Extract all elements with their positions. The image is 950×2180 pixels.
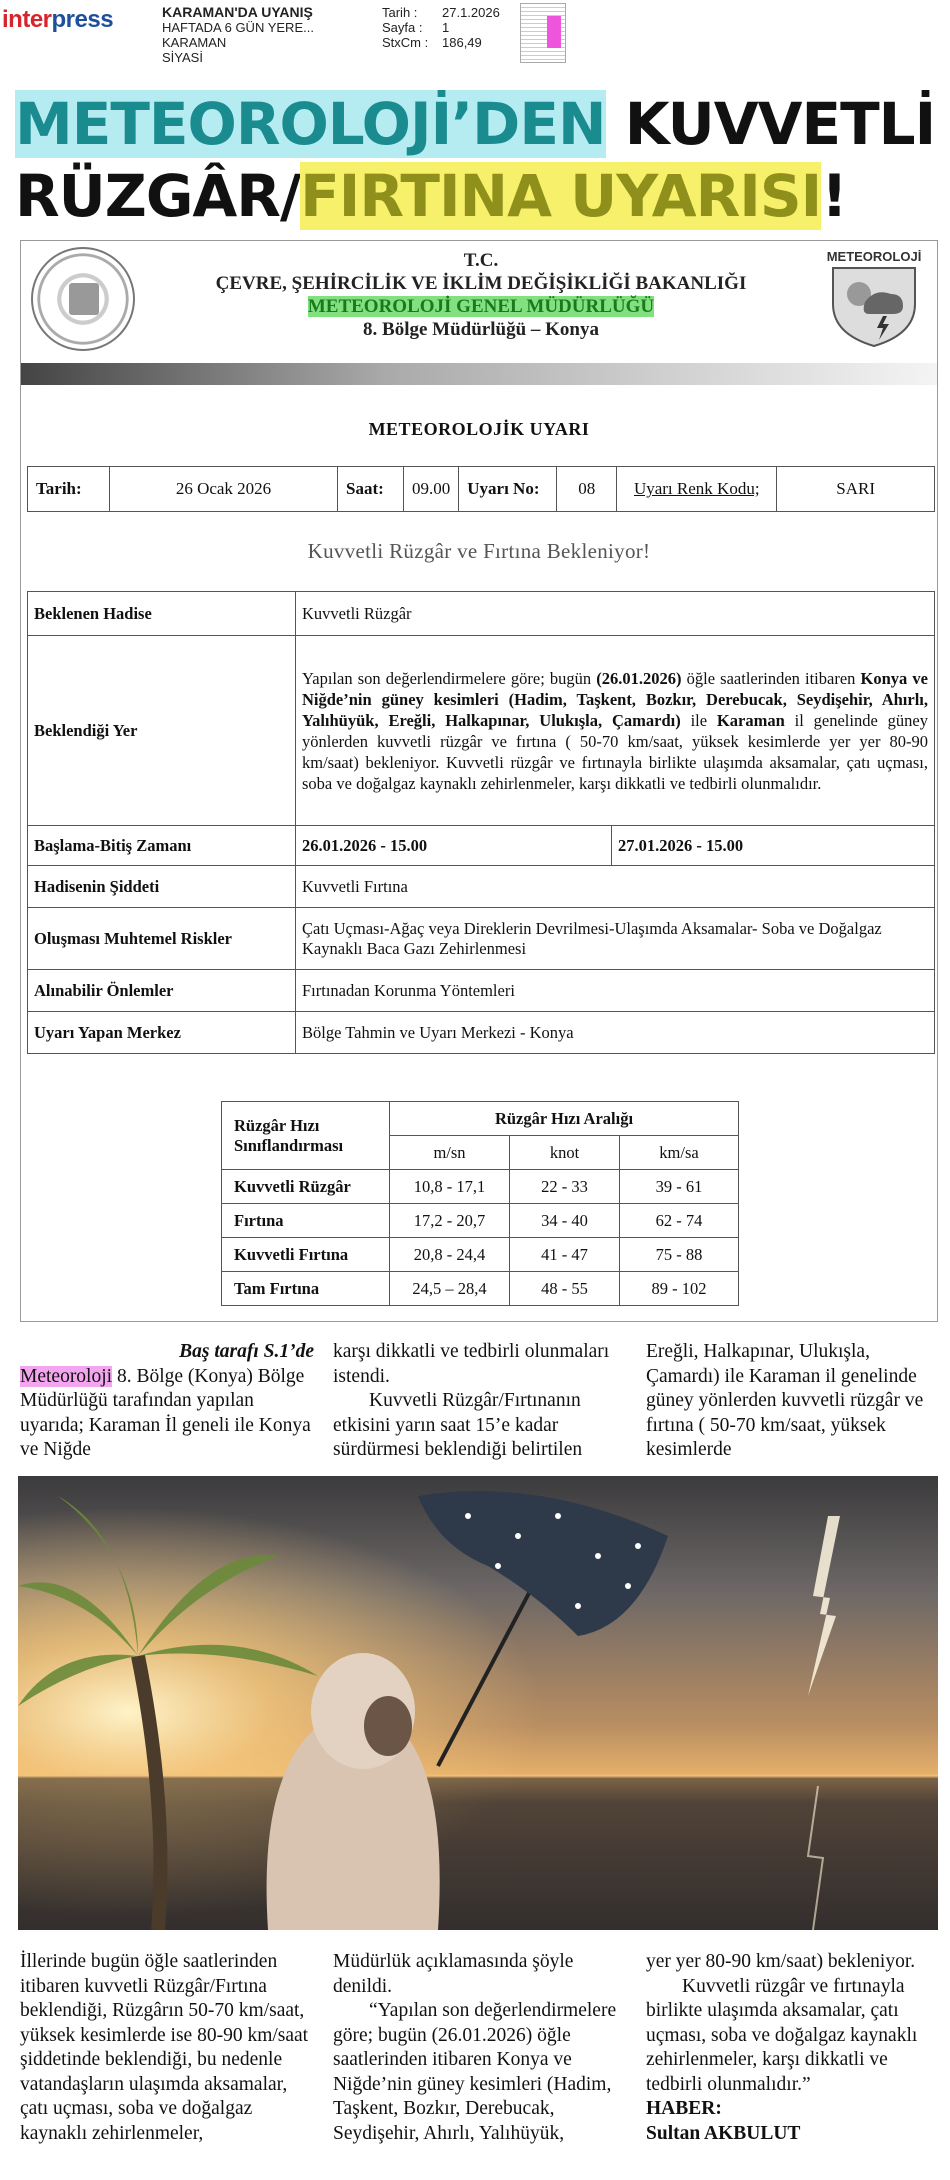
place-value: Yapılan son değerlendirmelere göre; bugün (26.01.2026) öğle saatlerinden itibaren Konya ve Niğde’nin güney kesimleri (Hadim, Taşkent, Bozkır, Derebucak, Seydişehir, Ahırlı, Yalıhüyük, Ereğli, Halkapınar, Ulukışla, Çamardı) ile Karaman il genelinde güney yönlerden kuvvetli rüzgâr ve fırtına ( 50-70 km/saat, yüksek kesimlerde yer yer 80-90 km/saat) bekleniyor. Kuvvetli rüzgâr ve fırtınayla birlikte ulaşımda aksamalar, çatı uçması, soba ve doğalgaz kaynaklı zehirlenmeler, karşı dikkatli ve tedbirli olunmalıdır.: [296, 636, 935, 826]
publication-city: KARAMAN: [162, 35, 227, 50]
article-column-1: [20, 1340, 318, 1463]
article-column-4: [20, 1950, 318, 2146]
headline-text-2: RÜZGÂR/: [15, 162, 301, 230]
column-6-para-2: Kuvvetli rüzgâr ve fırtınayla birlikte ulaşımda aksamalar, çatı uçması, soba ve doğalgaz kaynaklı zehirlenmeler, karşı dikkatli ve tedbirli olunmalıdır.”: [646, 1975, 918, 2095]
wind-class-header: Rüzgâr Hızı Sınıflandırması: [222, 1102, 390, 1170]
time-label: Saat:: [338, 467, 404, 512]
area-value: 186,49: [442, 35, 482, 50]
byline-label: HABER:: [646, 2098, 722, 2119]
weather-shield-icon: [825, 264, 923, 348]
article-column-6: [646, 1950, 944, 2146]
color-code-value: SARI: [777, 467, 935, 512]
document-title: METEOROLOJİK UYARI: [368, 419, 590, 439]
document-letterhead: [161, 249, 801, 341]
wind-range-header: Rüzgâr Hızı Aralığı: [390, 1102, 739, 1136]
byline-name: Sultan AKBULUT: [646, 2122, 801, 2144]
page-label: Sayfa :: [382, 20, 423, 35]
color-code-label: Uyarı Renk Kodu;: [617, 467, 777, 512]
column-2-para-2: Kuvvetli Rüzgâr/Fırtınanın etkisini yarın saat 15’e kadar sürdürmesi beklendiği belirtilen: [333, 1390, 583, 1460]
org-region: 8. Bölge Müdürlüğü – Konya: [363, 319, 599, 340]
date-label: Tarih:: [28, 467, 110, 512]
column-5-para-1: Müdürlük açıklamasında şöyle denildi.: [333, 1951, 574, 1997]
severity-value: Kuvvetli Fırtına: [296, 866, 935, 908]
clipping-header: [0, 0, 950, 72]
measures-value: Fırtınadan Korunma Yöntemleri: [296, 970, 935, 1012]
area-label: StxCm :: [382, 35, 429, 50]
continuation-note: Baş tarafı S.1’de: [179, 1341, 314, 1362]
column-4-text: İllerinde bugün öğle saatlerinden itibaren kuvvetli Rüzgâr/Fırtına beklendiği, Rüzgârın 50-70 km/saat, yüksek kesimlerde ise 80-90 km/saat şiddetinde beklendiği, bu nedenle vatandaşların ulaşımda aksamalar, çatı uçması, soba ve doğalgaz kaynaklı zehirlenmeler,: [20, 1951, 309, 2144]
unit-knot: knot: [510, 1136, 620, 1170]
measures-label: Alınabilir Önlemler: [28, 970, 296, 1012]
warning-details-table: [27, 591, 935, 1054]
ministry-seal-icon: [31, 247, 135, 351]
meteoroloji-badge: [825, 249, 923, 353]
column-1-text: 8. Bölge (Konya) Bölge Müdürlüğü tarafından yapılan uyarıda; Karaman İl geneli ile Konya ve Niğde: [20, 1365, 311, 1460]
severity-label: Hadisenin Şiddeti: [28, 866, 296, 908]
badge-label: METEOROLOJİ: [826, 249, 922, 264]
column-2-para-1: karşı dikkatli ve tedbirli olunmaları istendi.: [333, 1341, 610, 1387]
publication-category: SİYASİ: [162, 50, 203, 65]
wind-speed-table: [221, 1101, 739, 1306]
time-value: 09.00: [404, 467, 459, 512]
storm-photo: [18, 1476, 938, 1930]
publication-name: KARAMAN'DA UYANIŞ: [162, 4, 313, 20]
event-value: Kuvvetli Rüzgâr: [296, 592, 935, 636]
column-6-para-1: yer yer 80-90 km/saat) bekleniyor.: [646, 1951, 916, 1972]
warning-no-label: Uyarı No:: [459, 467, 557, 512]
warning-subtitle: Kuvvetli Rüzgâr ve Fırtına Bekleniyor!: [307, 539, 651, 563]
org-directorate: METEOROLOJİ GENEL MÜDÜRLÜĞÜ: [307, 296, 655, 317]
center-label: Uyarı Yapan Merkez: [28, 1012, 296, 1054]
table-row: Kuvvetli Fırtına 20,8 - 24,4 41 - 47 75 - 88: [222, 1238, 739, 1272]
table-row: Kuvvetli Rüzgâr 10,8 - 17,1 22 - 33 39 - 61: [222, 1170, 739, 1204]
column-5-para-2: “Yapılan son değerlendirmelere göre; bugün (26.01.2026) öğle saatlerinden itibaren Konya ve Niğde’nin güney kesimleri (Hadim, Taşkent, Bozkır, Derebucak, Seydişehir, Ahırlı, Yalıhüyük,: [333, 2000, 617, 2144]
article-column-3: [646, 1340, 944, 1463]
publication-info: [162, 5, 314, 65]
headline: [15, 88, 940, 232]
org-tc: T.C.: [463, 250, 499, 271]
storm-illustration: [18, 1476, 938, 1930]
period-start: 26.01.2026 - 15.00: [296, 826, 612, 866]
event-label: Beklenen Hadise: [28, 592, 296, 636]
unit-kmh: km/sa: [620, 1136, 739, 1170]
headline-highlight-yellow: FIRTINA UYARISI: [300, 162, 822, 230]
highlight-meteoroloji: Meteoroloji: [20, 1365, 113, 1387]
date-value: 27.1.2026: [442, 5, 500, 20]
warning-info-table: [27, 466, 935, 512]
center-value: Bölge Tahmin ve Uyarı Merkezi - Konya: [296, 1012, 935, 1054]
date-value: 26 Ocak 2026: [110, 467, 338, 512]
org-ministry: ÇEVRE, ŞEHİRCİLİK VE İKLİM DEĞİŞİKLİĞİ BAKANLIĞI: [215, 273, 747, 294]
headline-highlight-teal: METEOROLOJİ’DEN: [15, 90, 606, 158]
column-3-text: Ereğli, Halkapınar, Ulukışla, Çamardı) ile Karaman il genelinde güney yönlerden kuvvetli rüzgâr ve fırtına ( 50-70 km/saat, yüksek kesimlerde: [646, 1341, 924, 1460]
article-column-5: [333, 1950, 631, 2146]
table-row: Tam Fırtına 24,5 – 28,4 48 - 55 89 - 102: [222, 1272, 739, 1306]
article-column-2: [333, 1340, 631, 1463]
headline-exclamation: !: [821, 162, 847, 230]
risks-value: Çatı Uçması-Ağaç veya Direklerin Devrilmesi-Ulaşımda Aksamalar- Soba ve Doğalgaz Kaynaklı Baca Gazı Zehirlenmesi: [296, 908, 935, 970]
warning-document: [20, 240, 938, 1322]
date-label: Tarih :: [382, 5, 418, 20]
headline-text-1: KUVVETLİ: [605, 90, 936, 158]
clipping-meta: [382, 5, 500, 50]
header-divider: [21, 363, 937, 385]
page-value: 1: [442, 20, 450, 35]
page-thumbnail[interactable]: [520, 3, 566, 63]
risks-label: Oluşması Muhtemel Riskler: [28, 908, 296, 970]
unit-ms: m/sn: [390, 1136, 510, 1170]
period-label: Başlama-Bitiş Zamanı: [28, 826, 296, 866]
place-label: Beklendiği Yer: [28, 636, 296, 826]
interpress-logo: interpress: [2, 6, 114, 33]
publication-frequency: HAFTADA 6 GÜN YERE...: [162, 20, 314, 35]
period-end: 27.01.2026 - 15.00: [612, 826, 935, 866]
warning-no-value: 08: [557, 467, 617, 512]
table-row: Fırtına 17,2 - 20,7 34 - 40 62 - 74: [222, 1204, 739, 1238]
